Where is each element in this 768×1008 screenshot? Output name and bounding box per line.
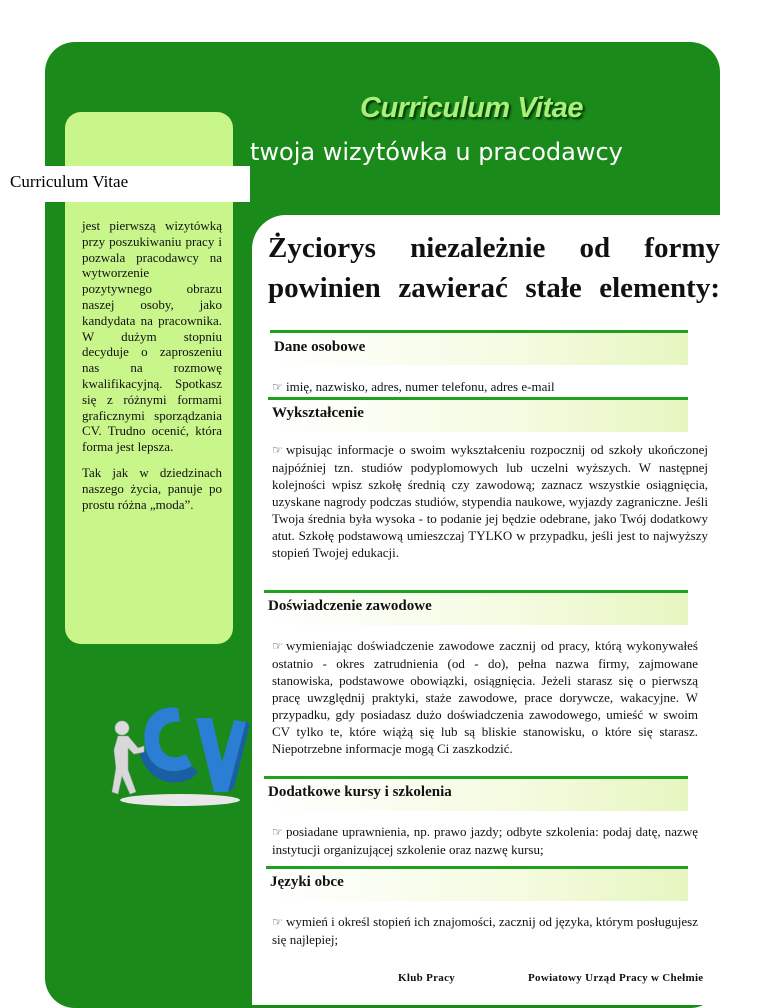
- pointing-hand-icon: ☞: [272, 825, 283, 839]
- sidebar-label: Curriculum Vitae: [10, 172, 129, 191]
- bullet-text: wymieniając doświadczenie zawodowe zacznij od pracy, którą wykonywałeś ostatnio - okres zatrudnienia (od - do), pełna nazwa firmy, zajmowane stanowiska, podstawowe obowiązki, osiągnięcia. Jeżeli starasz się o pierwszą pracę uwzględnij praktyki, staże zawodowe, prace dorywcze, wakacyjne. W przypadku, gdy posiadasz dużo doświadczenia zawodowego, umieść w swoim CV tylko te, które wiążą się lub są bliskie stanowisku, o które się starasz. Niepotrzebne informacje mogą Ci zaszkodzić.: [272, 638, 698, 756]
- footer-left: Klub Pracy: [398, 972, 456, 984]
- pointing-hand-icon: ☞: [272, 639, 283, 653]
- bullet-text: wymień i określ stopień ich znajomości, zacznij od języka, którym posługujesz się najlepiej;: [272, 914, 698, 947]
- bullet-text: posiadane uprawnienia, np. prawo jazdy; odbyte szkolenia: podaj datę, nazwę instytucji organizującej szkolenie oraz nazwę kursu;: [272, 824, 698, 857]
- person-pushing-cv-icon: [100, 688, 250, 808]
- page-title: Curriculum Vitae: [360, 92, 583, 124]
- section-title: Języki obce: [270, 874, 344, 890]
- sidebar-paragraph: jest pierwszą wizytówką przy poszukiwaniu pracy i pozwala pracodawcy na wytworzenie pozytywnego obrazu naszej osoby, jako kandydata na pracownika. W dużym stopniu decyduje o zaproszeniu nas na rozmowę kwalifikacyjną. Spotkasz się z różnymi formami graficznymi sporządzania CV. Trudno ocenić, która forma jest lepsza.: [82, 218, 222, 455]
- page-subtitle: twoja wizytówka u pracodawcy: [250, 138, 623, 166]
- bullet-text: wpisując informacje o swoim wykształceniu rozpocznij od szkoły ukończonej najpóźniej tzn. studiów podyplomowych lub uczelni wyższych. W następnej kolejności wpisz szkołę średnią czy zawodową; zaznacz wszystkie osiągnięcia, uzyskane nagrody podczas studiów, stypendia naukowe, wyjazdy zagraniczne. Jeśli Twoja średnia była wysoka - to podanie jej będzie odebrane, jako Twój dodatkowy atut. Szkołę podstawową umieszczaj TYLKO w przypadku, jeśli jest to najwyższy stopień Twojej edukacji.: [272, 442, 708, 560]
- section-bullet: [272, 913, 698, 948]
- section-bullet: [272, 637, 698, 757]
- pointing-hand-icon: ☞: [272, 915, 283, 929]
- section-title: Dane osobowe: [274, 339, 366, 355]
- pointing-hand-icon: ☞: [272, 380, 283, 394]
- section-title: Dodatkowe kursy i szkolenia: [268, 784, 452, 800]
- footer-right: Powiatowy Urząd Pracy w Chełmie: [528, 972, 704, 984]
- bullet-text: imię, nazwisko, adres, numer telefonu, adres e-mail: [286, 379, 555, 394]
- sidebar-paragraph: Tak jak w dziedzinach naszego życia, panuje po prostu różna „moda”.: [82, 464, 222, 512]
- section-bullet: [272, 441, 708, 561]
- section-title: Wykształcenie: [272, 405, 364, 421]
- section-title: Doświadczenie zawodowe: [268, 598, 432, 614]
- sidebar-text: [82, 218, 222, 522]
- section-bullet: [272, 378, 708, 396]
- section-bullet: [272, 823, 698, 858]
- main-heading: Życiorys niezależnie od formy powinien zawierać stałe elementy:: [268, 232, 720, 304]
- pointing-hand-icon: ☞: [272, 443, 283, 457]
